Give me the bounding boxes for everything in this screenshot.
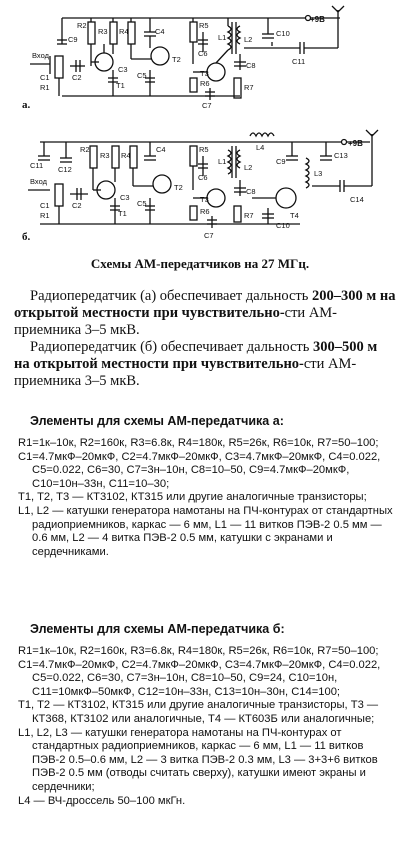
part-b: T4: [290, 211, 299, 220]
part-a: L1: [218, 33, 227, 42]
paragraph-a-bold: 200–300 м на открытой местности при чувствительно-: [14, 288, 396, 321]
paragraph-a-text2: сти АМ-приемника 3–5 мкВ.: [14, 305, 338, 338]
part-b: C13: [334, 151, 348, 160]
part-b: L1: [218, 157, 227, 166]
part-a: L2: [244, 35, 253, 44]
part-a: C6: [198, 49, 208, 58]
part-b: C8: [246, 187, 256, 196]
part-b: R6: [200, 207, 210, 216]
part-a: C11: [292, 57, 306, 66]
part-b: R3: [100, 151, 110, 160]
part-b: L2: [244, 163, 253, 172]
part-a: T1: [116, 81, 125, 90]
schematic-b: [0, 128, 400, 246]
part-a: C7: [202, 101, 212, 110]
list-item: L1, L2 — катушки генератора намотаны на ПЧ-контурах от стандартных радиоприемников, каркас — 6 мм, L1 — 11 витков ПЭВ-2 0.5 мм — 0.6 мм, L2 — 4 витка ПЭВ-2 0.5 мм, катушки с экранами и сердечниками.: [18, 504, 393, 558]
heading-a: Элементы для схемы АМ-передатчика а:: [30, 414, 284, 428]
part-a: C5: [137, 71, 147, 80]
input-label-a: Вход: [32, 51, 49, 60]
part-b: R2: [80, 145, 90, 154]
paragraph-b-text1: Радиопередатчик (б) обеспечивает дальность: [30, 339, 313, 355]
part-a: C3: [118, 65, 128, 74]
part-a: C10: [276, 29, 290, 38]
part-b: T1: [118, 209, 127, 218]
part-b: C11: [30, 161, 44, 170]
part-b: C7: [204, 231, 214, 240]
part-b: C14: [350, 195, 364, 204]
list-item: L4 — ВЧ-дроссель 50–100 мкГн.: [18, 794, 186, 807]
part-a: C1: [40, 73, 50, 82]
part-b: R7: [244, 211, 254, 220]
part-b: L4: [256, 143, 265, 152]
part-b: C3: [120, 193, 130, 202]
figure-a-label: а.: [22, 99, 31, 111]
elements-list-b: [18, 645, 396, 808]
figure-caption: Схемы АМ-передатчиков на 27 МГц.: [90, 256, 310, 271]
part-a: R2: [77, 21, 87, 30]
list-item: T1, T2, T3 — КТ3102, КТ315 или другие аналогичные транзисторы;: [18, 491, 367, 504]
part-a: T2: [172, 55, 181, 64]
paragraph-a: [14, 288, 396, 339]
part-b: C5: [137, 199, 147, 208]
paragraph-b-bold: 300–500 м на открытой местности при чувствительно-: [14, 339, 378, 372]
part-b: R4: [121, 151, 131, 160]
part-a: R7: [244, 83, 254, 92]
part-b: C2: [72, 201, 82, 210]
part-b: C12: [58, 165, 72, 174]
list-item: R1=1к–10к, R2=160к, R3=6.8к, R4=180к, R5=26к, R6=10к, R7=50–100;: [18, 437, 379, 449]
power-label-b: +9В: [348, 139, 363, 148]
power-label-a: +9В: [310, 15, 325, 24]
paragraph-b: [14, 339, 396, 390]
list-item: L1, L2, L3 — катушки генератора намотаны на ПЧ-контурах от стандартных радиоприемников, каркас — 6 мм, L1 — 11 витков ПЭВ-2 0.5–0.6 мм, L2 — 3 витка ПЭВ-2 0.3 мм, L3 — 3+3+6 витков ПЭВ-2 0.5 мм (отводы считать сверху), катушки имеют экраны и сердечники;: [18, 726, 378, 793]
paragraph-a-text1: Радиопередатчик (а) обеспечивает дальность: [30, 288, 313, 304]
part-b: R1: [40, 211, 50, 220]
part-b: C9: [276, 157, 286, 166]
part-b: R5: [199, 145, 209, 154]
part-b: C4: [156, 145, 166, 154]
heading-b: Элементы для схемы АМ-передатчика б:: [30, 622, 285, 636]
list-item: C1=4.7мкФ–20мкФ, C2=4.7мкФ–20мкФ, C3=4.7мкФ–20мкФ, C4=0.022, C5=0.022, C6=30, C7=3н–10н, C8=10–50, C9=4.7мкФ–20мкФ, C10=10н–33н, C11=10–30;: [18, 450, 381, 490]
part-b: C6: [198, 173, 208, 182]
part-a: C4: [155, 27, 165, 36]
part-a: T3: [200, 69, 209, 78]
paragraph-b-text2: сти АМ-приемника 3–5 мкВ.: [14, 356, 357, 389]
input-label-b: Вход: [30, 177, 47, 186]
figure-b-label: б.: [22, 231, 31, 243]
part-a: C2: [72, 73, 82, 82]
part-b: C10: [276, 221, 290, 230]
part-b: C1: [40, 201, 50, 210]
part-a: R3: [98, 27, 108, 36]
part-a: R6: [200, 79, 210, 88]
elements-list-a: [18, 437, 396, 559]
part-a: C8: [246, 61, 256, 70]
list-item: T1, T2 — КТ3102, КТ315 или другие аналогичные транзисторы, T3 — КТ368, КТ3102 или аналогичные, T4 — КТ603Б или аналогичные;: [18, 699, 379, 725]
part-a: R4: [119, 27, 129, 36]
part-a: R5: [199, 21, 209, 30]
list-item: C1=4.7мкФ–20мкФ, C2=4.7мкФ–20мкФ, C3=4.7мкФ–20мкФ, C4=0.022, C5=0.022, C6=30, C7=3н–10н, C8=10–50, C9=24, C10=10н, C11=10мкФ–50мкФ, C12=10н–33н, C13=10н–30н, C14=100;: [18, 658, 381, 698]
part-a: C9: [68, 35, 78, 44]
part-a: R1: [40, 83, 50, 92]
part-b: T3: [200, 195, 209, 204]
schematic-a: [0, 4, 400, 116]
part-b: L3: [314, 169, 323, 178]
list-item: R1=1к–10к, R2=160к, R3=6.8к, R4=180к, R5=26к, R6=10к, R7=50–100;: [18, 645, 379, 657]
part-b: T2: [174, 183, 183, 192]
